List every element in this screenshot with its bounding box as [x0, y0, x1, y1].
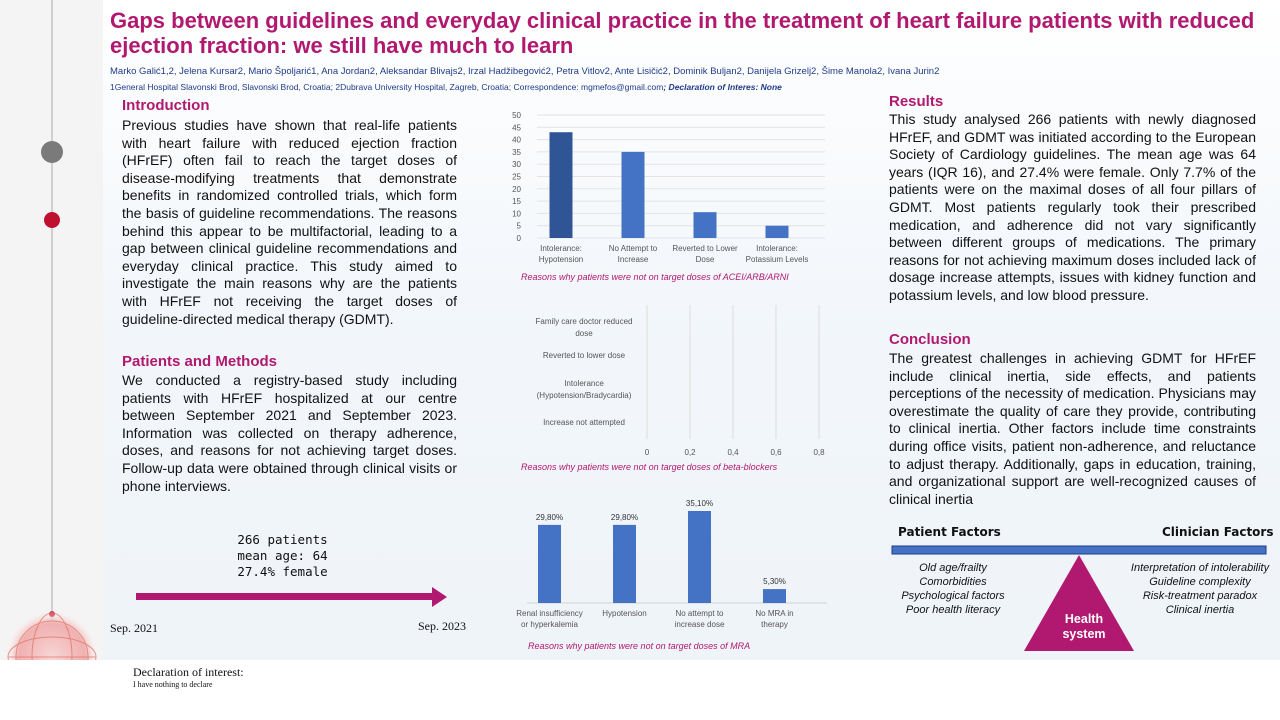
conclusion-text: The greatest challenges in achieving GDMT for HFrEF include clinical inertia, side effects, and patients perceptions of the necessity of medication. Physicians may overestimate the quality of care they provide, contributing to clinical inertia. Other factors include time constraints during office visits, patient non-adherence, and reluctance to adjust therapy. Additionally, gaps in education, training, and organizational support are well-recognized causes of clinical inertia: [889, 350, 1256, 507]
mra-bar-chart: [505, 493, 835, 638]
health-system-label: [1044, 612, 1124, 642]
acei-arb-arni-bar-chart: [505, 105, 835, 270]
patient-factors-list: [893, 561, 1013, 617]
declaration-title: Declaration of interest:: [133, 665, 244, 679]
patient-factor-item: Old age/frailty: [919, 562, 987, 574]
clinician-factor-item: Interpretation of intolerability: [1130, 562, 1270, 574]
timeline-start: Sep. 2021: [110, 621, 158, 635]
patient-factor-item: Poor health literacy: [905, 604, 1001, 616]
x-tick-label: 0,2: [684, 448, 696, 457]
balance-beam: [892, 546, 1266, 554]
introduction-heading: Introduction: [122, 97, 210, 114]
y-tick-label: dose: [575, 329, 593, 338]
x-tick-label: 0,4: [727, 448, 739, 457]
affiliations: [110, 82, 1270, 92]
timeline-dot-gray: [41, 141, 63, 163]
health-system-label-line: system: [1062, 627, 1106, 641]
clinician-factors-list: [1125, 561, 1275, 617]
y-tick-label: 15: [512, 197, 521, 207]
x-tick-label: No attempt to: [675, 609, 724, 618]
cohort-female: 27.4% female: [237, 564, 328, 579]
methods-heading: Patients and Methods: [122, 353, 278, 370]
y-tick-label: 30: [512, 160, 521, 170]
y-tick-label: 35: [512, 147, 521, 157]
timeline-dot-red: [44, 212, 60, 228]
timeline-arrow: [136, 586, 448, 608]
x-tick-label: Increase: [617, 255, 649, 264]
cohort-age: mean age: 64: [237, 548, 328, 563]
x-tick-label: Dose: [695, 255, 715, 264]
x-tick-label: Potassium Levels: [745, 255, 809, 264]
cohort-summary: [210, 532, 355, 580]
y-tick-label: Family care doctor reduced: [535, 317, 633, 326]
chart3-caption: Reasons why patients were not on target doses of MRA: [528, 641, 751, 651]
y-tick-label: 10: [512, 209, 521, 219]
clinician-factors-title: Clinician Factors: [1162, 525, 1274, 539]
x-tick-label: or hyperkalemia: [521, 620, 578, 629]
x-tick-label: No MRA in: [755, 609, 794, 618]
bar: [538, 525, 561, 603]
bar: [763, 589, 786, 603]
declaration-note: ; Declaration of Interes: None: [663, 82, 782, 92]
x-tick-label: 0: [644, 448, 650, 457]
declaration-text: I have nothing to declare: [133, 680, 213, 689]
health-system-label-line: Health: [1064, 612, 1104, 626]
bar: [688, 511, 711, 603]
results-heading: Results: [889, 93, 944, 110]
x-tick-label: Hypotension: [602, 609, 647, 618]
bar: [622, 152, 645, 238]
chart1-caption: Reasons why patients were not on target doses of ACEI/ARB/ARNI: [521, 272, 789, 282]
patient-factor-item: Comorbidities: [919, 576, 987, 588]
x-tick-label: increase dose: [674, 620, 725, 629]
y-tick-label: Intolerance: [564, 379, 604, 388]
bar: [694, 212, 717, 238]
patient-factor-item: Psychological factors: [901, 590, 1005, 602]
data-label: 35,10%: [685, 499, 714, 508]
y-tick-label: 0: [516, 234, 521, 243]
clinician-factor-item: Risk-treatment paradox: [1142, 590, 1258, 602]
affiliation-text: 1General Hospital Slavonski Brod, Slavonski Brod, Croatia; 2Dubrava University Hospital, Zagreb, Croatia; Correspondence:: [110, 82, 582, 92]
timeline-end: Sep. 2023: [418, 619, 466, 633]
x-tick-label: therapy: [761, 620, 788, 629]
x-tick-label: 0,6: [770, 448, 782, 457]
bar: [613, 525, 636, 603]
bar: [766, 226, 789, 238]
poster-title: Gaps between guidelines and everyday clinical practice in the treatment of heart failure patients with reduced ejection fraction: we still have much to learn: [110, 8, 1255, 58]
x-tick-label: No Attempt to: [608, 244, 658, 253]
clinician-factor-item: Clinical inertia: [1165, 604, 1235, 616]
correspondence-email-link[interactable]: mgmefos@gmail.com: [581, 82, 664, 92]
chart2-caption: Reasons why patients were not on target doses of beta-blockers: [521, 462, 778, 472]
y-tick-label: 20: [512, 184, 521, 194]
data-label: 5,30%: [763, 577, 786, 587]
y-tick-label: 5: [516, 221, 521, 231]
x-tick-label: Intolerance:: [756, 244, 798, 253]
x-tick-label: Hypotension: [538, 255, 584, 264]
y-tick-label: Increase not attempted: [543, 418, 625, 427]
y-tick-label: 45: [512, 123, 521, 133]
y-tick-label: (Hypotension/Bradycardia): [536, 391, 632, 400]
patient-factors-title: Patient Factors: [898, 525, 1001, 539]
beta-blocker-bar-chart: [505, 305, 835, 460]
x-tick-label: Reverted to Lower: [672, 244, 738, 253]
clinician-factor-item: Guideline complexity: [1149, 576, 1251, 588]
x-tick-label: Intolerance:: [540, 244, 582, 253]
x-tick-label: Renal insufficiency: [516, 609, 583, 618]
conclusion-heading: Conclusion: [889, 331, 971, 348]
y-tick-label: 25: [512, 172, 521, 182]
x-tick-label: 0,8: [813, 448, 825, 457]
results-text: This study analysed 266 patients with newly diagnosed HFrEF, and GDMT was initiated according to the European Society of Cardiology guidelines. The mean age was 64 years (IQR 16), and 27.4% were female. Only 7.7% of the patients were on the maximal doses of all four pillars of GDMT. Most patients regularly took their prescribed medication, and adherence did not vary significantly between different groups of medications. The primary reasons for not achieving maximum doses included lack of dosage increase attempts, issues with kidney function and potassium levels, and low blood pressure.: [889, 111, 1256, 303]
y-tick-label: 50: [512, 111, 521, 120]
cohort-count: 266 patients: [237, 532, 328, 547]
data-label: 29,80%: [610, 512, 639, 522]
data-label: 29,80%: [535, 512, 564, 522]
introduction-text: Previous studies have shown that real-life patients with heart failure with reduced ejection fraction (HFrEF) often fail to reach the target doses of disease-modifying treatments that demonstrate benefits in randomized controlled trials, which form the basis of guideline recommendations. The reasons behind this appear to be multifactorial, leading to a gap between clinical guideline recommendations and everyday clinical practice. This study aimed to investigate the main reasons why are the patients with HFrEF not receiving the target doses of guideline-directed medical therapy (GDMT).: [122, 117, 457, 327]
author-list: Marko Galić1,2, Jelena Kursar2, Mario Špoljarić1, Ana Jordan2, Aleksandar Blivajs2, Irzal Hadžibegović2, Petra Vitlov2, Ante Lisičić2, Dominik Buljan2, Danijela Grizelj2, Šime Manola2, Ivana Jurin2: [110, 66, 940, 77]
methods-text: We conducted a registry-based study including patients with HFrEF hospitalized at our centre between September 2021 and September 2023. Information was collected on therapy adherence, doses, and reasons for not achieving target doses. Follow-up data were obtained through clinical visits or phone interviews.: [122, 372, 457, 494]
y-tick-label: 40: [512, 135, 521, 145]
y-tick-label: Reverted to lower dose: [542, 351, 626, 360]
bar: [550, 132, 573, 238]
